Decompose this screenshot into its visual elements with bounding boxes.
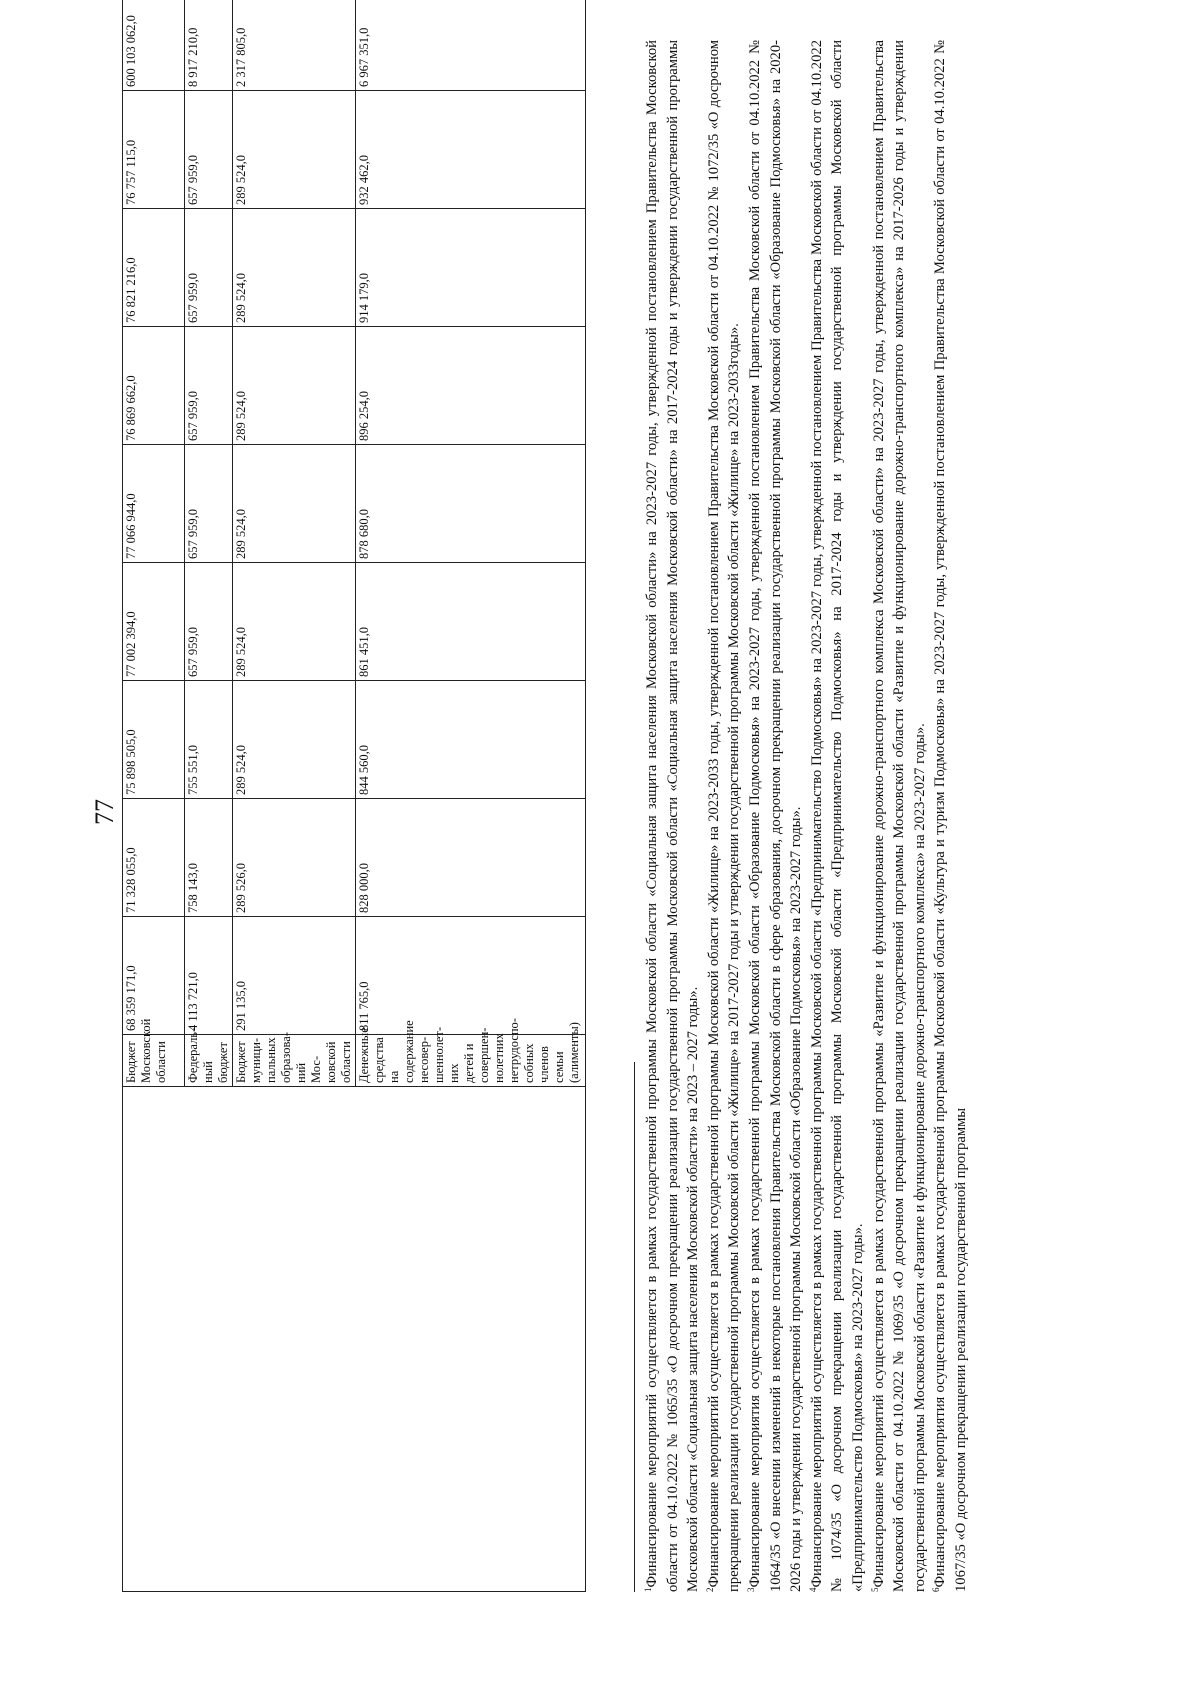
value-cell: 657 959,0 [185,563,233,681]
value-cell: 289 524,0 [233,327,356,445]
value-cell: 289 524,0 [233,681,356,799]
value-cell: 68 359 171,0 [123,917,185,1035]
value-cell: 828 000,0 [356,799,586,917]
value-cell: 76 869 662,0 [123,327,185,445]
value-cell: 811 765,0 [356,917,586,1035]
footnote-marker: 6 [931,1587,942,1592]
footnote [642,40,704,1592]
footnotes [642,40,972,1592]
footnote-text: Финансирование мероприятия осуществляется в рамках государственной программы Московской области «Культура и туризм Подмосковья» на 2023-2027 годы, утвержденной постановлением Правительства Московской области от 04.10.2022 № 1067/35 «О досрочном прекращении реализации государственной программы [932,40,969,1592]
footnote-marker: 3 [745,1587,756,1592]
value-cell: 289 524,0 [233,91,356,209]
source-cell: Денежные средства на содержание несовер-шеннолет-них детей и совершен-нолетних нетрудоспо-собных членов семьи (алименты) [356,1035,586,1087]
total-cell: 8 917 210,0 [185,0,233,91]
value-cell: 289 524,0 [233,563,356,681]
total-cell: 6 967 351,0 [356,0,586,91]
total-cell: 600 103 062,0 [123,0,185,91]
value-cell: 657 959,0 [185,445,233,563]
value-cell: 896 254,0 [356,327,586,445]
footnote [869,40,931,1592]
footnote-text: Финансирование мероприятий осуществляется в рамках государственной программы Московской области «Жилище» на 2023-2033 годы, утвержденной постановлением Правительства Московской области от 04.10.2022 № 1072/35 «О досрочном прекращении реализации государственной программы Московской области «Жилище» на 2017-2027 годы и утверждении государственной программы Московской области «Жилище» на 2023-2033годы». [705,40,743,1592]
value-cell: 878 680,0 [356,445,586,563]
footnote [745,40,807,1592]
value-cell: 657 959,0 [185,327,233,445]
table-row [123,0,185,1592]
value-cell: 289 526,0 [233,799,356,917]
footnote [704,40,745,1592]
value-cell: 289 524,0 [233,445,356,563]
value-cell: 758 143,0 [185,799,233,917]
source-cell: Бюджет муници-пальных образова-ний Мос-ковской области [233,1035,356,1087]
source-cell: Федераль-ный бюджет [185,1035,233,1087]
footnote-marker: 4 [807,1587,818,1592]
footnote-text: Финансирование мероприятий осуществляется в рамках государственной программы «Развитие и функционирование дорожно-транспортного комплекса Московской области» на 2023-2027 годы, утвержденной постановлением Правительства Московской области от 04.10.2022 № 1069/35 «О досрочном прекращении реализации государственной программы Московской области «Развитие и функционирование дорожно-транспортного комплекса» на 2017-2026 годы и утверждении государственной программы Московской области «Развитие и функционирование дорожно-транспортного комплекса» на 2023-2027 годы». [870,40,928,1592]
footnote-marker: 2 [704,1587,715,1592]
value-cell: 932 462,0 [356,91,586,209]
total-cell: 2 317 805,0 [233,0,356,91]
footnote-text: Финансирование мероприятий осуществляется в рамках государственной программы Московской области «Предпринимательство Подмосковья» на 2023-2027 годы, утвержденной постановлением Правительства Московской области от 04.10.2022 № 1074/35 «О досрочном прекращении реализации государственной программы Московской области «Предпринимательство Подмосковья» на 2017-2024 годы и утверждении государственной программы Московской области «Предпринимательство Подмосковья» на 2023-2027 годы». [808,40,866,1592]
value-cell: 657 959,0 [185,91,233,209]
empty-merged-cell [123,1087,586,1592]
page-number: 77 [90,799,119,825]
footnote-marker: 5 [869,1587,880,1592]
value-cell: 861 451,0 [356,563,586,681]
value-cell: 291 135,0 [233,917,356,1035]
value-cell: 76 757 115,0 [123,91,185,209]
footnote-text: Финансирование мероприятий осуществляется в рамках государственной программы Московской области «Социальная защита населения Московской области» на 2023-2027 годы, утвержденной постановлением Правительства Московской области от 04.10.2022 № 1065/35 «О досрочном прекращении реализации государственной программы Московской области «Социальная защита населения Московской области» на 2017-2024 годы и утверждении государственной программы Московской области «Социальная защита населения Московской области» на 2023 – 2027 годы». [644,40,702,1592]
value-cell: 76 821 216,0 [123,209,185,327]
footnote-text: Финансирование мероприятия осуществляется в рамках государственной программы Московской области «Образование Подмосковья» на 2023-2027 годы, утвержденной постановлением Правительства Московской области от 04.10.2022 № 1064/35 «О внесении изменений в некоторые постановления Правительства Московской области в сфере образования, досрочном прекращении реализации государственной программы Московской области «Образование Подмосковья» на 2020-2026 годы и утверждении государственной программы Московской области «Образование Подмосковья» на 2023-2027 годы». [746,40,805,1592]
value-cell: 77 066 944,0 [123,445,185,563]
value-cell: 289 524,0 [233,209,356,327]
source-cell: Бюджет Московской области [123,1035,185,1087]
value-cell: 844 560,0 [356,681,586,799]
value-cell: 657 959,0 [185,209,233,327]
rotated-content [122,15,1082,1592]
footnote [930,40,971,1592]
footnote-marker: 1 [643,1587,653,1592]
funding-table [122,0,586,1592]
value-cell: 77 002 394,0 [123,563,185,681]
footnote-separator [634,1062,635,1592]
value-cell: 755 551,0 [185,681,233,799]
value-cell: 914 179,0 [356,209,586,327]
value-cell: 75 898 505,0 [123,681,185,799]
footnote [807,40,869,1592]
value-cell: 71 328 055,0 [123,799,185,917]
value-cell: 4 113 721,0 [185,917,233,1035]
